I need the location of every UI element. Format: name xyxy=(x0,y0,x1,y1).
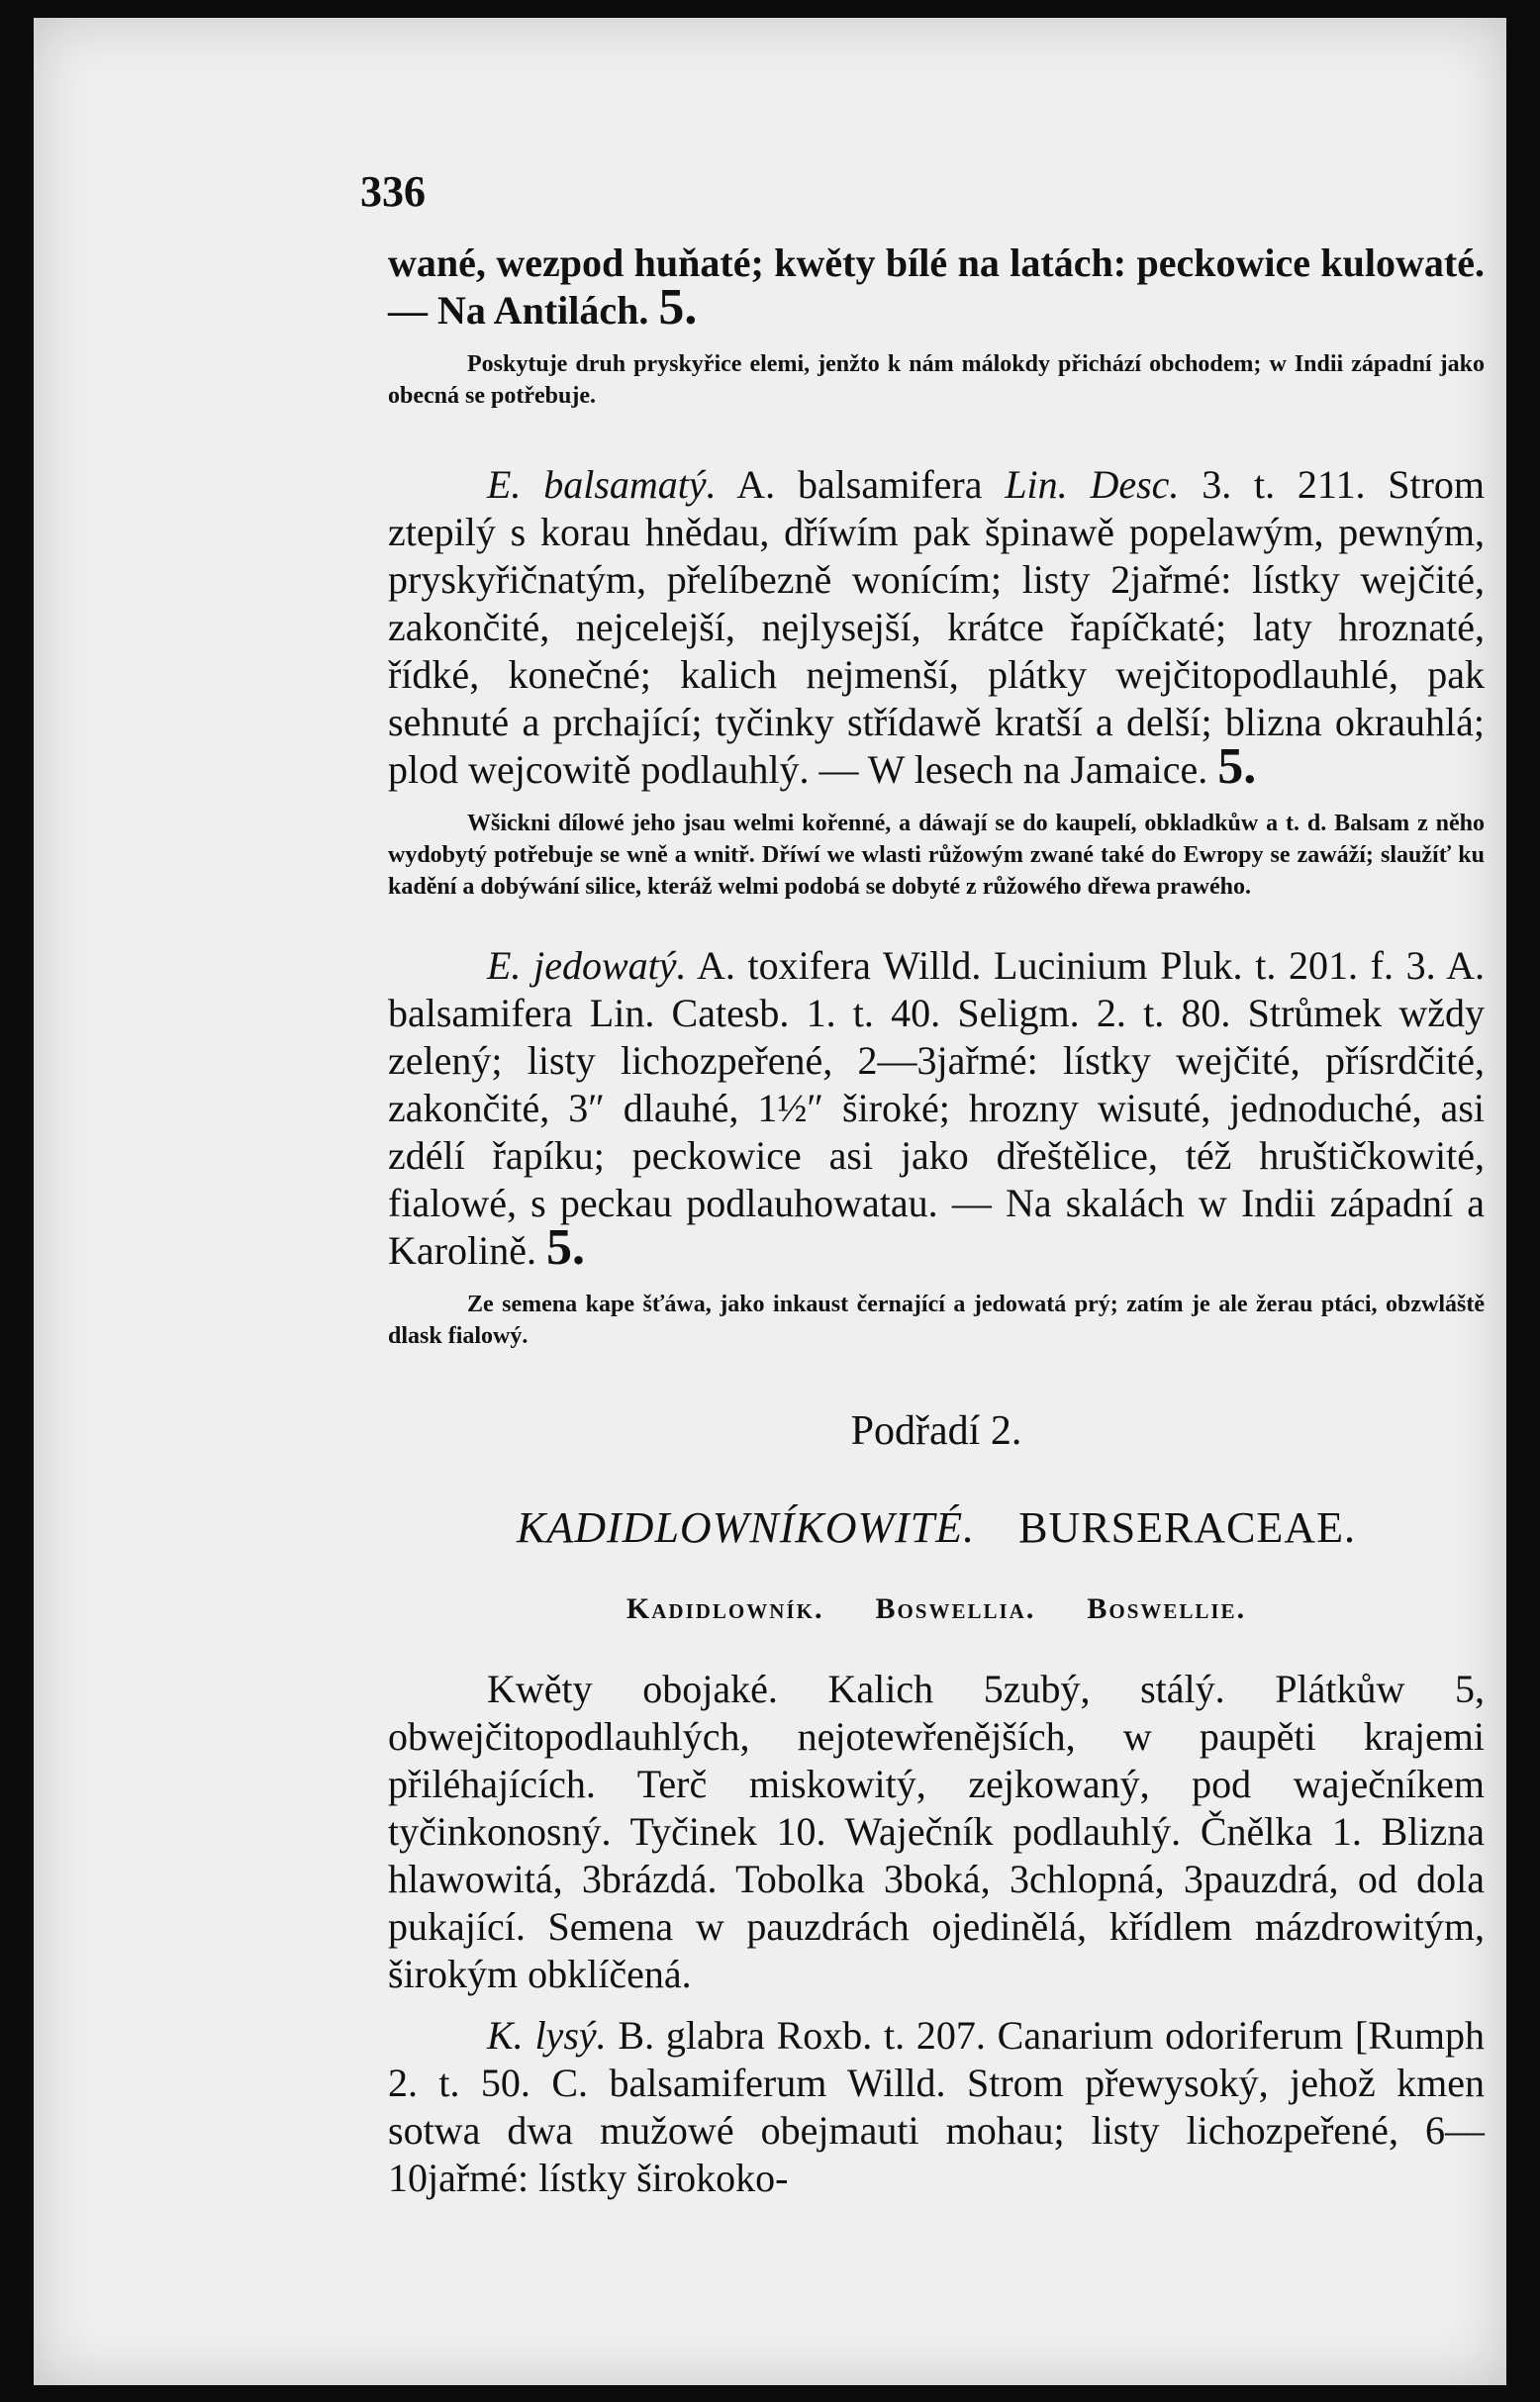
species-authority: Lin. Desc. xyxy=(1005,462,1180,507)
species-name: E. balsamatý. xyxy=(487,462,717,507)
genus-description: Kwěty obojaké. Kalich 5zubý, stálý. Plátkůw 5, obwejčitopodlauhlých, nejotewřenějších, w paupěti krajemi přiléhajících. Terč miskowitý, zejkowaný, pod waječníkem tyčinkonosný. Tyčinek 10. Waječník podlauhlý. Čnělka 1. Blizna hlawowitá, 3brázdá. Tobolka 3boká, 3chlopná, 3pauzdrá, od dola pukající. Semena w pauzdrách ojedinělá, křídlem mázdrowitým, širokým obklíčená. xyxy=(388,1667,1485,1996)
page-number: 336 xyxy=(360,167,426,216)
family-name-czech: KADIDLOWNÍKOWITÉ. xyxy=(517,1503,976,1552)
genus-heading xyxy=(388,1592,1485,1626)
note-paragraph: Ze semena kape šťáwa, jako inkaust černající a jedowatá prý; zatím je ale žerau ptáci, obzwláště dlask fialowý. xyxy=(388,1292,1485,1349)
note-paragraph: Wšickni dílowé jeho jsau welmi kořenné, a dáwají se do kaupelí, obkladkůw a t. d. Balsam z něho wydobytý potřebuje se wně a wnitř. Dříwí we wlasti růžowým zwané také do Ewropy se zawáží; slaužíť ku kadění a dobýwání silice, kteráž welmi podobá se dobyté z růžowého dřewa prawého. xyxy=(388,811,1485,900)
paragraph-continuation xyxy=(388,240,1485,335)
subrank-heading: Podřadí 2. xyxy=(850,1408,1022,1454)
rank-mark: 5. xyxy=(545,1219,585,1276)
species-name: E. jedowatý. xyxy=(487,943,687,988)
genus-name-alt: Boswellie. xyxy=(1087,1592,1247,1625)
species-description: 3. t. 211. Strom ztepilý s korau hnědau, dříwím pak špinawě popelawým, pewným, pryskyřičnatým, přelíbezně wonícím; listy 2jařmé: lístky wejčité, zakončité, nejcelejší, nejlysejší, krátce řapíčkaté; laty hroznaté, řídké, konečné; kalich nejmenší, plátky wejčitopodlauhlé, pak sehnuté a prchající; tyčinky střídawě kratší a delší; blizna okrauhlá; plod wejcowitě podlauhlý. — W lesech na Jamaice. xyxy=(388,462,1486,792)
species-description: B. glabra Roxb. t. 207. Canarium odoriferum [Rumph 2. t. 50. C. balsamiferum Willd. Strom přewysoký, jehož kmen sotwa dwa mužowé obejmauti mohau; listy lichozpeřené, 6—10jařmé: lístky širokoko- xyxy=(388,2013,1486,2200)
rank-mark: 5. xyxy=(658,279,698,336)
family-heading xyxy=(388,1502,1485,1553)
species-entry xyxy=(388,942,1485,1275)
species-entry xyxy=(388,2012,1485,2202)
genus-name-czech: Kadidlowník. xyxy=(626,1592,824,1625)
book-page xyxy=(34,18,1506,2385)
continuation-text: wané, wezpod huňaté; kwěty bílé na latách: peckowice kulowaté. — Na Antilách. xyxy=(388,240,1485,333)
species-synonym: A. balsamifera xyxy=(736,462,983,507)
species-name: K. lysý. xyxy=(487,2013,607,2058)
rank-mark: 5. xyxy=(1217,738,1257,795)
note-paragraph: Poskytuje druh pryskyřice elemi, jenžto k nám málokdy přichází obchodem; w Indii západní jako obecná se potřebuje. xyxy=(388,351,1485,409)
family-name-latin: BURSERACEAE. xyxy=(1018,1503,1356,1552)
species-entry xyxy=(388,461,1485,794)
species-description: A. toxifera Willd. Lucinium Pluk. t. 201. f. 3. A. balsamifera Lin. Catesb. 1. t. 40. Seligm. 2. t. 80. Strůmek wždy zelený; listy lichozpeřené, 2—3jařmé: lístky wejčité, přísrdčité, zakončité, 3″ dlauhé, 1½″ široké; hrozny wisuté, jednoduché, asi zdélí řapíku; peckowice asi jako dřeštělice, též hruštičkowité, fialowé, s peckau podlauhowatau. — Na skalách w Indii západní a Karolině. xyxy=(388,943,1485,1273)
page-content xyxy=(388,240,1485,2202)
genus-name-latin: Boswellia. xyxy=(875,1592,1036,1625)
